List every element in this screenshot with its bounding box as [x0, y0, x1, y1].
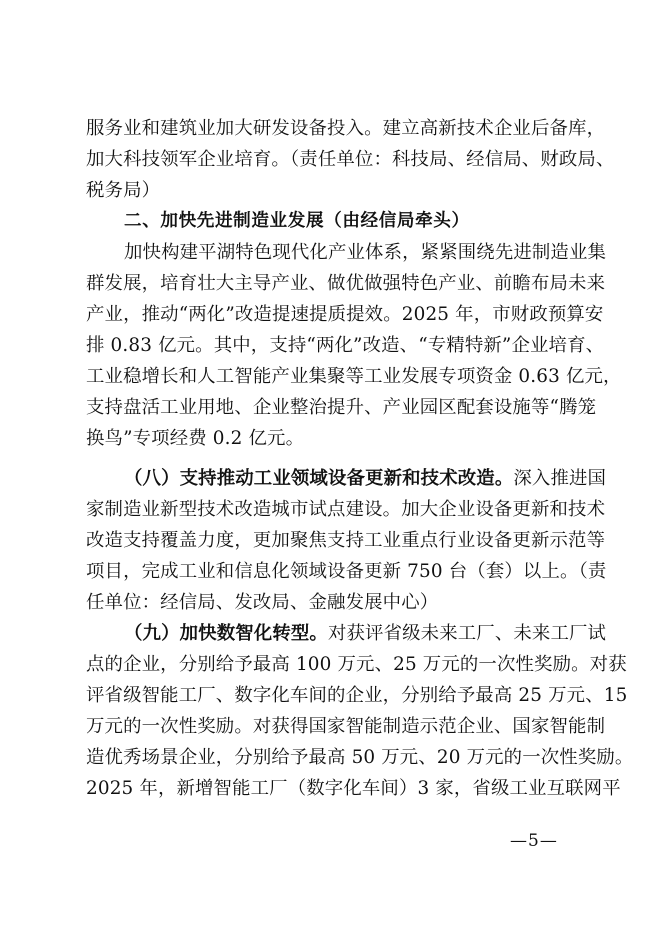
paragraph-line: 改造支持覆盖力度，更加聚焦支持工业重点行业设备更新示范等 — [86, 530, 606, 551]
paragraph-line: 支持盘活工业用地、企业整治提升、产业园区配套设施等“腾笼 — [86, 397, 597, 418]
paragraph-line: 换鸟”专项经费 0.2 亿元。 — [86, 428, 305, 449]
paragraph-line — [86, 618, 607, 649]
paragraph-text: 对获评省级未来工厂、未来工厂试 — [327, 623, 607, 644]
paragraph-line — [86, 463, 607, 494]
paragraph-line: 万元的一次性奖励。对获得国家智能制造示范企业、国家智能制 — [86, 716, 606, 737]
paragraph-line: 税务局） — [86, 180, 161, 201]
page-number: —5— — [510, 831, 558, 851]
paragraph-line: 评省级智能工厂、数字化车间的企业，分别给予最高 25 万元、15 — [86, 685, 628, 706]
paragraph-line: 任单位：经信局、发改局、金融发展中心） — [86, 592, 439, 613]
paragraph-line: 点的企业，分别给予最高 100 万元、25 万元的一次性奖励。对获 — [86, 654, 627, 675]
paragraph-line: 造优秀场景企业，分别给予最高 50 万元、20 万元的一次性奖励。 — [86, 747, 634, 768]
paragraph-line: 2025 年，新增智能工厂（数字化车间）3 家，省级工业互联网平 — [86, 778, 621, 799]
paragraph-text: 深入推进国 — [513, 468, 607, 489]
paragraph-line: 家制造业新型技术改造城市试点建设。加大企业设备更新和技术 — [86, 499, 606, 520]
paragraph-line: 工业稳增长和人工智能产业集聚等工业发展专项资金 0.63 亿元， — [86, 366, 622, 387]
paragraph-line: 群发展，培育壮大主导产业、做优做强特色产业、前瞻布局未来 — [86, 273, 606, 294]
paragraph-gap — [86, 454, 580, 463]
paragraph-line: 排 0.83 亿元。其中，支持“两化”改造、“专精特新”企业培育、 — [86, 335, 605, 356]
subsection-title: （八）支持推动工业领域设备更新和技术改造。 — [124, 468, 514, 489]
document-body — [86, 113, 634, 804]
paragraph-line: 服务业和建筑业加大研发设备投入。建立高新技术企业后备库， — [86, 118, 606, 139]
section-heading: 二、加快先进制造业发展（由经信局牵头） — [124, 211, 470, 231]
paragraph-line: 加大科技领军企业培育。（责任单位：科技局、经信局、财政局、 — [86, 149, 615, 170]
paragraph-line: 产业，推动“两化”改造提速提质提效。2025 年，市财政预算安 — [86, 304, 604, 325]
paragraph-line: 加快构建平湖特色现代化产业体系，紧紧围绕先进制造业集 — [124, 242, 607, 263]
paragraph-line: 项目，完成工业和信息化领域设备更新 750 台（套）以上。（责 — [86, 561, 607, 582]
subsection-title: （九）加快数智化转型。 — [124, 623, 328, 644]
